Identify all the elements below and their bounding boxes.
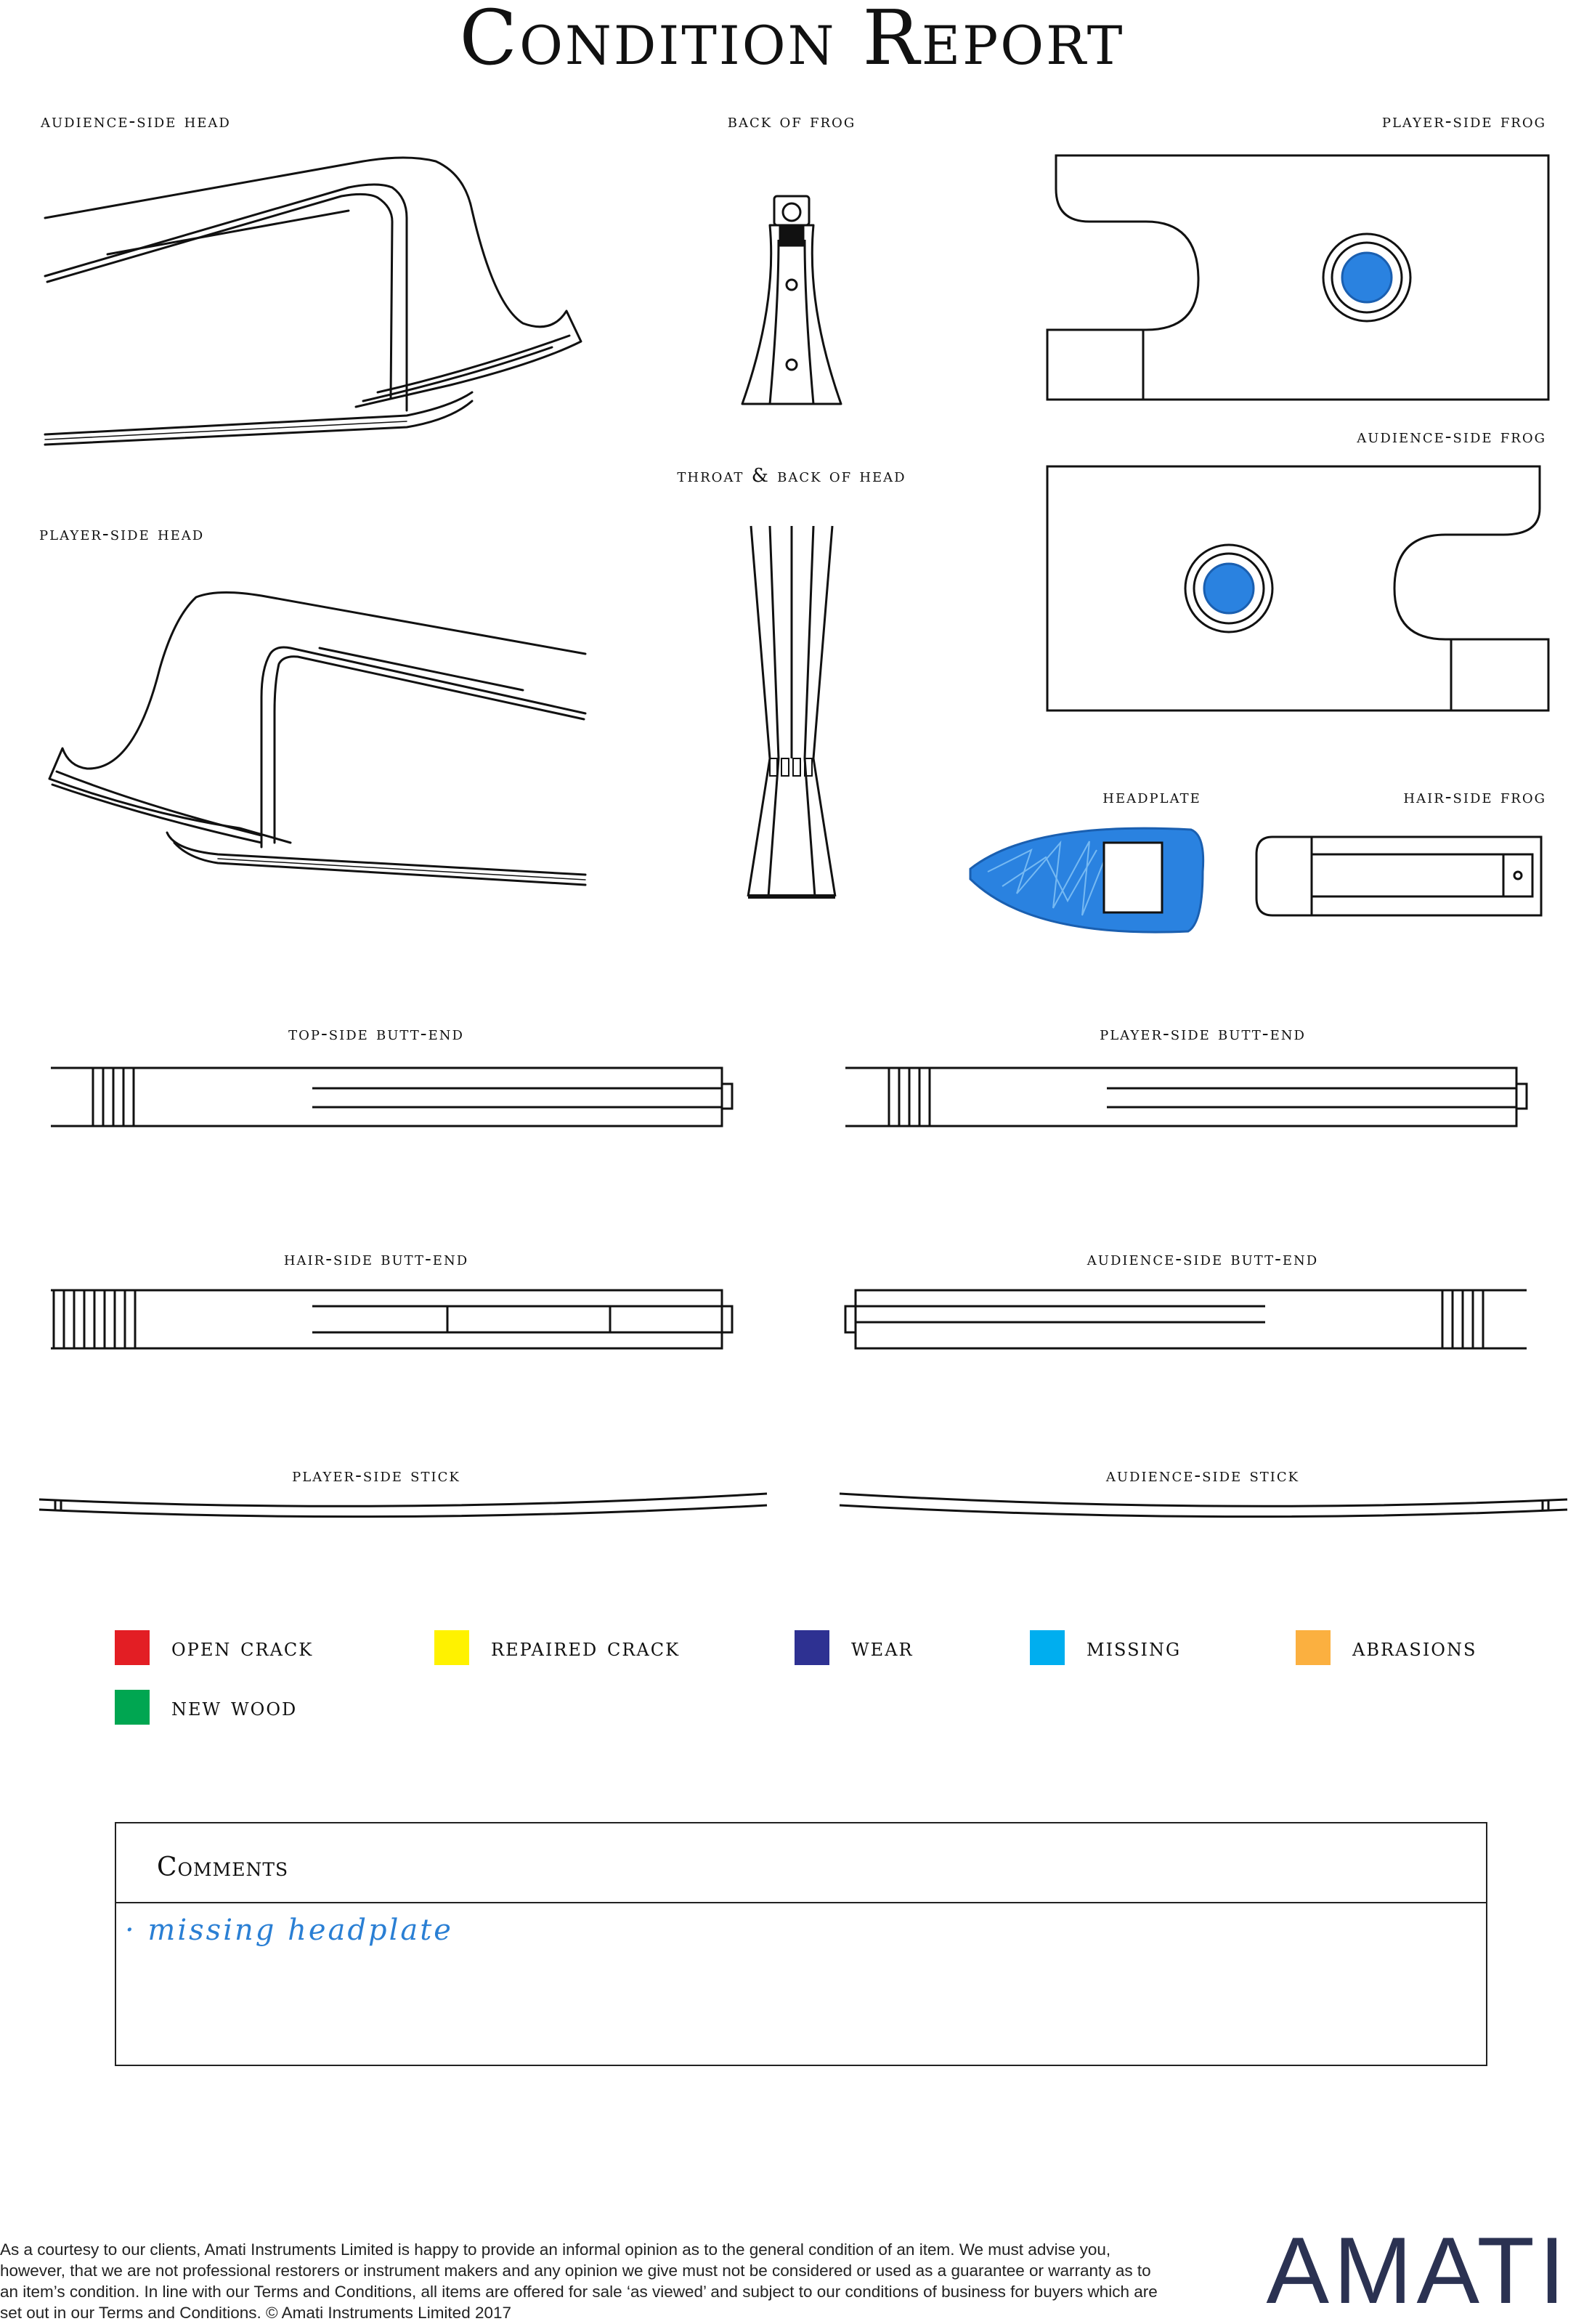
comment-entry[interactable]: · missing headplate: [125, 1914, 453, 1947]
legend-open-crack: [115, 1630, 313, 1665]
legend-abrasions: [1296, 1630, 1477, 1665]
label-back-of-frog: back of frog: [727, 110, 856, 132]
label-player-side-stick: player-side stick: [292, 1465, 460, 1486]
comments-title: Comments: [157, 1853, 289, 1882]
label-audience-side-stick: audience-side stick: [1105, 1465, 1300, 1486]
legend-label: wear: [851, 1633, 914, 1662]
legend-wear: [795, 1630, 914, 1665]
legend-swatch-red: [115, 1630, 150, 1665]
legend-label: missing: [1087, 1633, 1182, 1662]
label-headplate: headplate: [1102, 786, 1201, 808]
label-throat-back-of-head: throat & back of head: [677, 465, 906, 487]
label-audience-side-head: audience-side head: [41, 110, 231, 132]
disclaimer-text: As a courtesy to our clients, Amati Instruments Limited is happy to provide an informal opinion as to the general condition of an item. We must advise you, however, that we are not professional restorers or instrument makers and any opinion we give must not be considered or used as a guarantee or warranty as to an item’s condition. In line with our Terms and Conditions, all items are offered for sale ‘as viewed’ and subject to our conditions of business for buyers which are set out in our Terms and Conditions. © Amati Instruments Limited 2017: [0, 2240, 1158, 2322]
label-player-side-butt-end: player-side butt-end: [1100, 1023, 1306, 1045]
legend-swatch-green: [115, 1690, 150, 1725]
legend-missing: [1030, 1630, 1181, 1665]
label-top-side-butt-end: top-side butt-end: [288, 1023, 464, 1045]
legend-label: new wood: [171, 1693, 298, 1722]
page-title: Condition Report: [459, 0, 1125, 82]
label-hair-side-frog: hair-side frog: [1403, 786, 1546, 808]
legend-repaired-crack: [434, 1630, 680, 1665]
legend-swatch-cyan: [1030, 1630, 1065, 1665]
legend-swatch-navy: [795, 1630, 829, 1665]
legend-swatch-orange: [1296, 1630, 1331, 1665]
legend-new-wood: [115, 1690, 297, 1725]
legend-label: abrasions: [1352, 1633, 1477, 1662]
amati-logo: AMATI: [1266, 2217, 1569, 2323]
legend-label: open crack: [171, 1633, 314, 1662]
label-player-side-frog: player-side frog: [1381, 110, 1546, 132]
legend-label: repaired crack: [491, 1633, 681, 1662]
legend-swatch-yellow: [434, 1630, 469, 1665]
comments-header: [116, 1823, 1486, 1903]
label-hair-side-butt-end: hair-side butt-end: [283, 1248, 469, 1270]
label-audience-side-butt-end: audience-side butt-end: [1087, 1248, 1319, 1270]
comments-box[interactable]: [115, 1822, 1487, 2066]
label-audience-side-frog: audience-side frog: [1357, 426, 1546, 448]
label-player-side-head: player-side head: [39, 523, 205, 545]
